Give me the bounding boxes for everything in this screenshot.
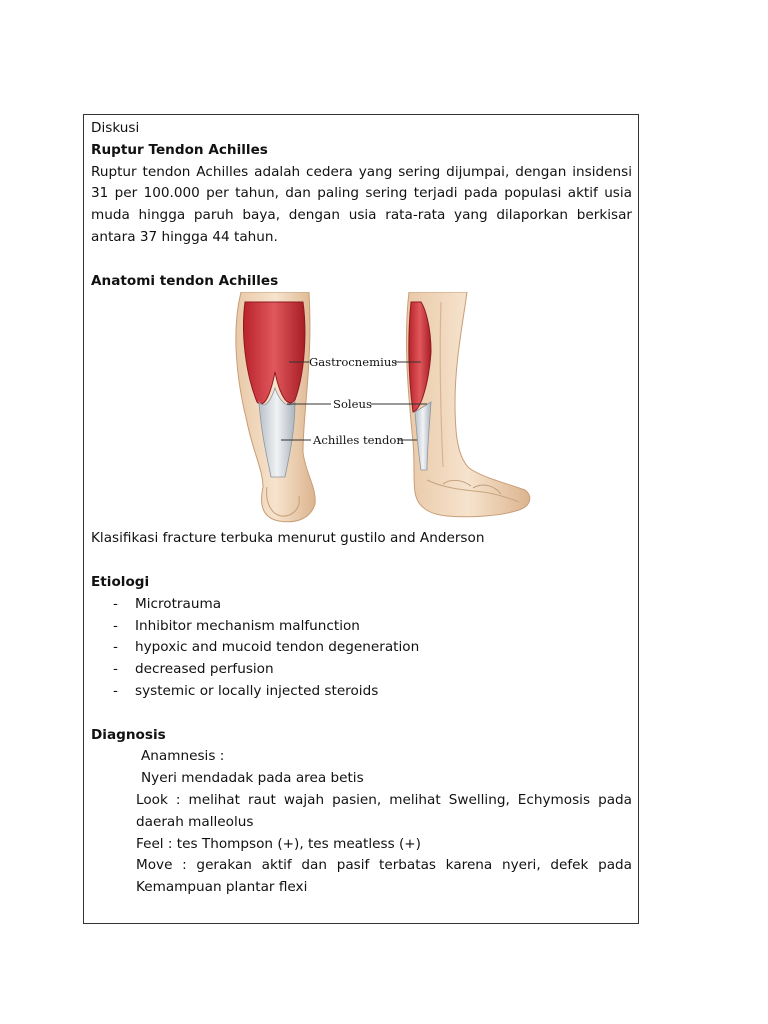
document-title: Ruptur Tendon Achilles	[91, 141, 268, 158]
anamnesis-label: Anamnesis :	[141, 748, 225, 765]
etiology-heading: Etiologi	[91, 573, 150, 590]
document-frame	[83, 114, 639, 924]
list-item: - Inhibitor mechanism malfunction	[91, 616, 632, 638]
anamnesis-text: Nyeri mendadak pada area betis	[141, 770, 364, 787]
list-item: - decreased perfusion	[91, 659, 632, 681]
anatomy-heading: Anatomi tendon Achilles	[91, 272, 279, 289]
feel-text: Feel : tes Thompson (+), tes meatless (+)	[136, 835, 421, 852]
section-label: Diskusi	[91, 120, 140, 136]
list-item: - hypoxic and mucoid tendon degeneration	[91, 637, 632, 659]
gastrocnemius-label: Gastrocnemius	[309, 355, 398, 370]
diagnosis-heading: Diagnosis	[91, 726, 166, 743]
list-item: - Microtrauma	[91, 594, 632, 616]
look-text: Look : melihat raut wajah pasien, melihat Swelling, Echymosis pada daerah malleolus	[136, 791, 632, 830]
document-content	[91, 118, 632, 899]
achilles-tendon-label: Achilles tendon	[313, 433, 404, 448]
move-text: Move : gerakan aktif dan pasif terbatas karena nyeri, defek pada Kemampuan plantar flexi	[136, 857, 632, 896]
list-item: - systemic or locally injected steroids	[91, 681, 632, 703]
anatomy-figure	[91, 292, 632, 528]
posterior-leg	[236, 292, 315, 522]
classification-text: Klasifikasi fracture terbuka menurut gustilo and Anderson	[91, 530, 485, 547]
etiology-list	[91, 594, 632, 703]
soleus-label: Soleus	[333, 397, 372, 412]
intro-paragraph: Ruptur tendon Achilles adalah cedera yang sering dijumpai, dengan insidensi 31 per 100.000 per tahun, dan paling sering terjadi pada populasi aktif usia muda hingga paruh baya, dengan usia rata-rata yang dilaporkan berkisar antara 37 hingga 44 tahun.	[91, 163, 632, 245]
